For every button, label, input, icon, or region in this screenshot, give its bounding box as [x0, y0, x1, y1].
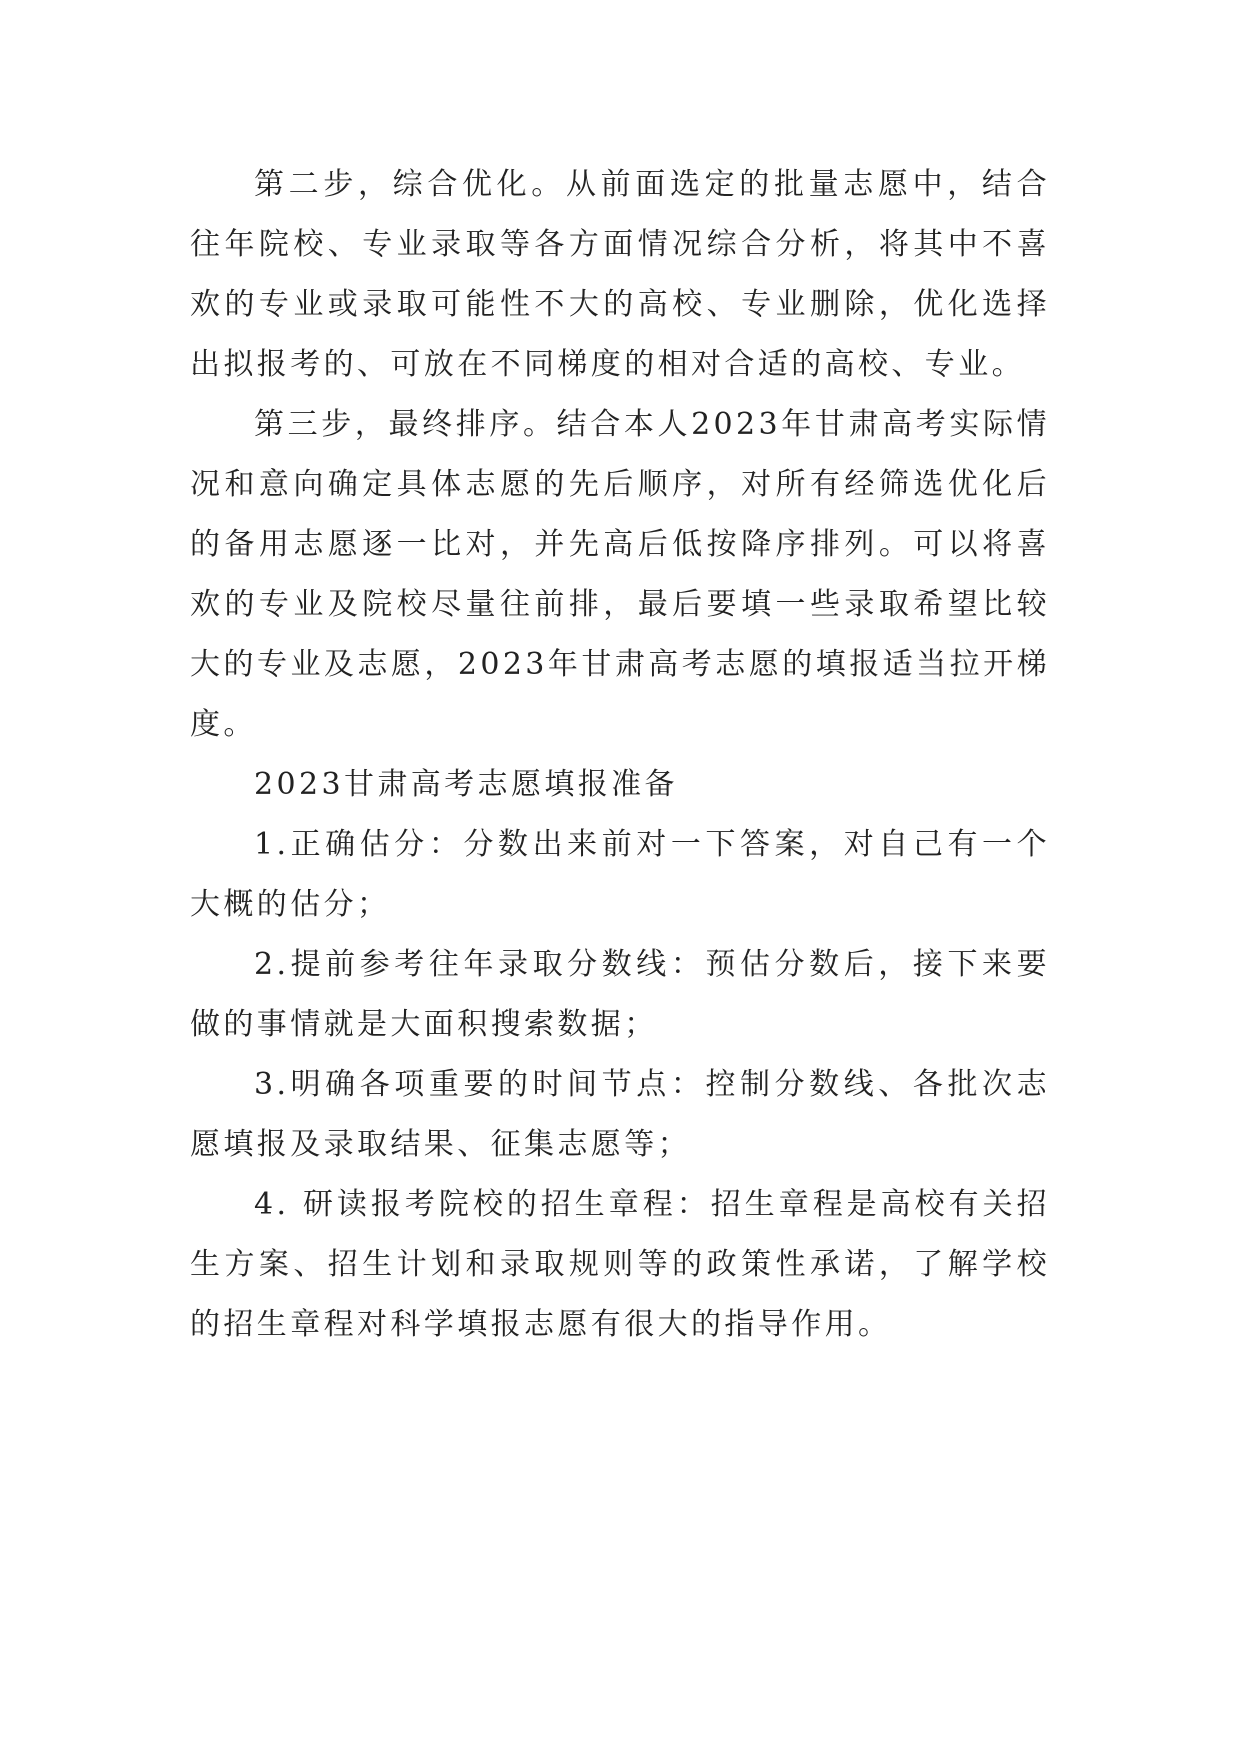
paragraph-step-two: 第二步，综合优化。从前面选定的批量志愿中，结合往年院校、专业录取等各方面情况综合分析，将其中不喜欢的专业或录取可能性不大的高校、专业删除，优化选择出拟报考的、可放在不同梯度的相对合适的高校、专业。	[190, 167, 1050, 382]
document-body	[190, 155, 1050, 1355]
list-item-4: 4. 研读报考院校的招生章程：招生章程是高校有关招生方案、招生计划和录取规则等的政策性承诺，了解学校的招生章程对科学填报志愿有很大的指导作用。	[190, 1187, 1050, 1342]
paragraph-step-three: 第三步，最终排序。结合本人2023年甘肃高考实际情况和意向确定具体志愿的先后顺序，对所有经筛选优化后的备用志愿逐一比对，并先高后低按降序排列。可以将喜欢的专业及院校尽量往前排，最后要填一些录取希望比较大的专业及志愿，2023年甘肃高考志愿的填报适当拉开梯度。	[190, 407, 1050, 742]
list-item-1: 1.正确估分：分数出来前对一下答案，对自己有一个大概的估分；	[190, 827, 1050, 922]
list-item-3: 3.明确各项重要的时间节点：控制分数线、各批次志愿填报及录取结果、征集志愿等；	[190, 1067, 1050, 1162]
list-item-2: 2.提前参考往年录取分数线：预估分数后，接下来要做的事情就是大面积搜索数据；	[190, 947, 1050, 1042]
section-heading: 2023甘肃高考志愿填报准备	[254, 767, 678, 802]
